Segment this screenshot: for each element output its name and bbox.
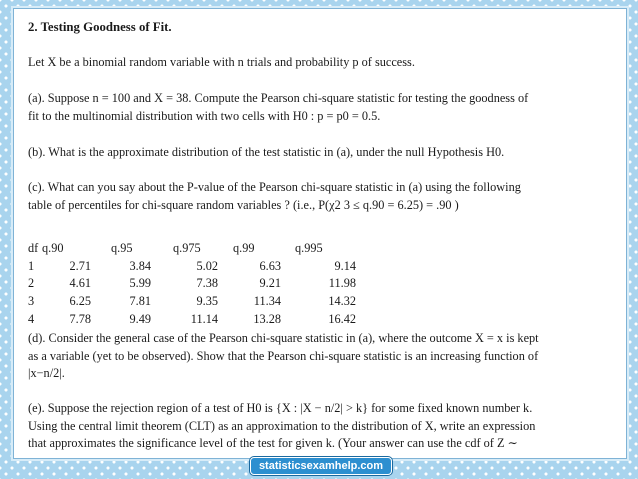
table-header-cell: q.975 (173, 241, 201, 255)
table-row (28, 258, 388, 276)
page-title: 2. Testing Goodness of Fit. (28, 20, 172, 34)
table-header-cell: q.995 (295, 241, 323, 255)
table-cell: 5.99 (129, 276, 151, 291)
table-cell: 5.02 (196, 258, 218, 273)
table-row (28, 275, 388, 293)
table-cell: 7.78 (69, 311, 91, 326)
site-watermark: statisticsexamhelp.com (250, 457, 392, 475)
document-page (13, 8, 627, 459)
table-cell: 14.32 (328, 294, 356, 309)
intro-paragraph (28, 54, 614, 72)
table-row (28, 311, 388, 329)
percentile-table (28, 240, 388, 328)
table-cell: 9.14 (334, 258, 356, 273)
text-line: table of percentiles for chi-square random variables ? (i.e., P(χ2 3 ≤ q.90 = 6.25) = .90 ) (28, 197, 459, 212)
table-cell: 6.25 (69, 294, 91, 309)
table-cell: 9.49 (129, 311, 151, 326)
table-row (28, 293, 388, 311)
table-header-row (28, 240, 388, 258)
table-cell: 9.21 (259, 276, 281, 291)
text-line: Let X be a binomial random variable with n trials and probability p of success. (28, 55, 415, 69)
table-header-cell: q.99 (233, 241, 255, 255)
table-cell: 2.71 (69, 258, 91, 273)
table-header-cell: q.90 (42, 241, 64, 255)
text-line: (e). Suppose the rejection region of a test of H0 is {X : |X − n/2| > k} for some fixed known number k. (28, 401, 533, 415)
part-d-paragraph (28, 330, 614, 383)
table-cell: 11.14 (190, 311, 218, 326)
table-cell: 7.81 (129, 294, 151, 309)
text-line: (d). Consider the general case of the Pearson chi-square statistic in (a), where the outcome X = x is kept (28, 331, 539, 345)
text-line: |x−n/2|. (28, 366, 65, 380)
part-a-paragraph (28, 90, 614, 125)
text-line: as a variable (yet to be observed). Show that the Pearson chi-square statistic is an increasing function of (28, 348, 539, 363)
text-line: (a). Suppose n = 100 and X = 38. Compute the Pearson chi-square statistic for testing the goodness of (28, 91, 529, 105)
table-cell: 4.61 (69, 276, 91, 291)
table-header-cell: df (28, 241, 39, 255)
table-cell: 13.28 (253, 311, 281, 326)
table-cell: 7.38 (196, 276, 218, 291)
table-cell: 9.35 (196, 294, 218, 309)
table-cell: 3.84 (129, 258, 151, 273)
table-cell: 16.42 (328, 311, 356, 326)
part-b-paragraph (28, 144, 614, 162)
table-cell: 1 (28, 258, 35, 273)
text-line: that approximates the significance level of the test for given k. (Your answer can use the cdf of Z ∼ (28, 436, 518, 450)
text-line: Using the central limit theorem (CLT) as an approximation to the distribution of X, write an expression (28, 418, 536, 433)
text-line: fit to the multinomial distribution with two cells with H0 : p = p0 = 0.5. (28, 108, 381, 123)
part-e-paragraph (28, 400, 614, 453)
table-cell: 11.98 (328, 276, 356, 291)
table-cell: 2 (28, 276, 35, 291)
table-header-cell: q.95 (111, 241, 133, 255)
text-line: (c). What can you say about the P-value of the Pearson chi-square statistic in (a) using the following (28, 180, 521, 194)
table-cell: 6.63 (259, 258, 281, 273)
text-line: (b). What is the approximate distribution of the test statistic in (a), under the null Hypothesis H0. (28, 145, 505, 159)
table-cell: 11.34 (253, 294, 281, 309)
table-cell: 4 (28, 311, 35, 326)
part-c-paragraph (28, 179, 614, 214)
table-cell: 3 (28, 294, 35, 309)
